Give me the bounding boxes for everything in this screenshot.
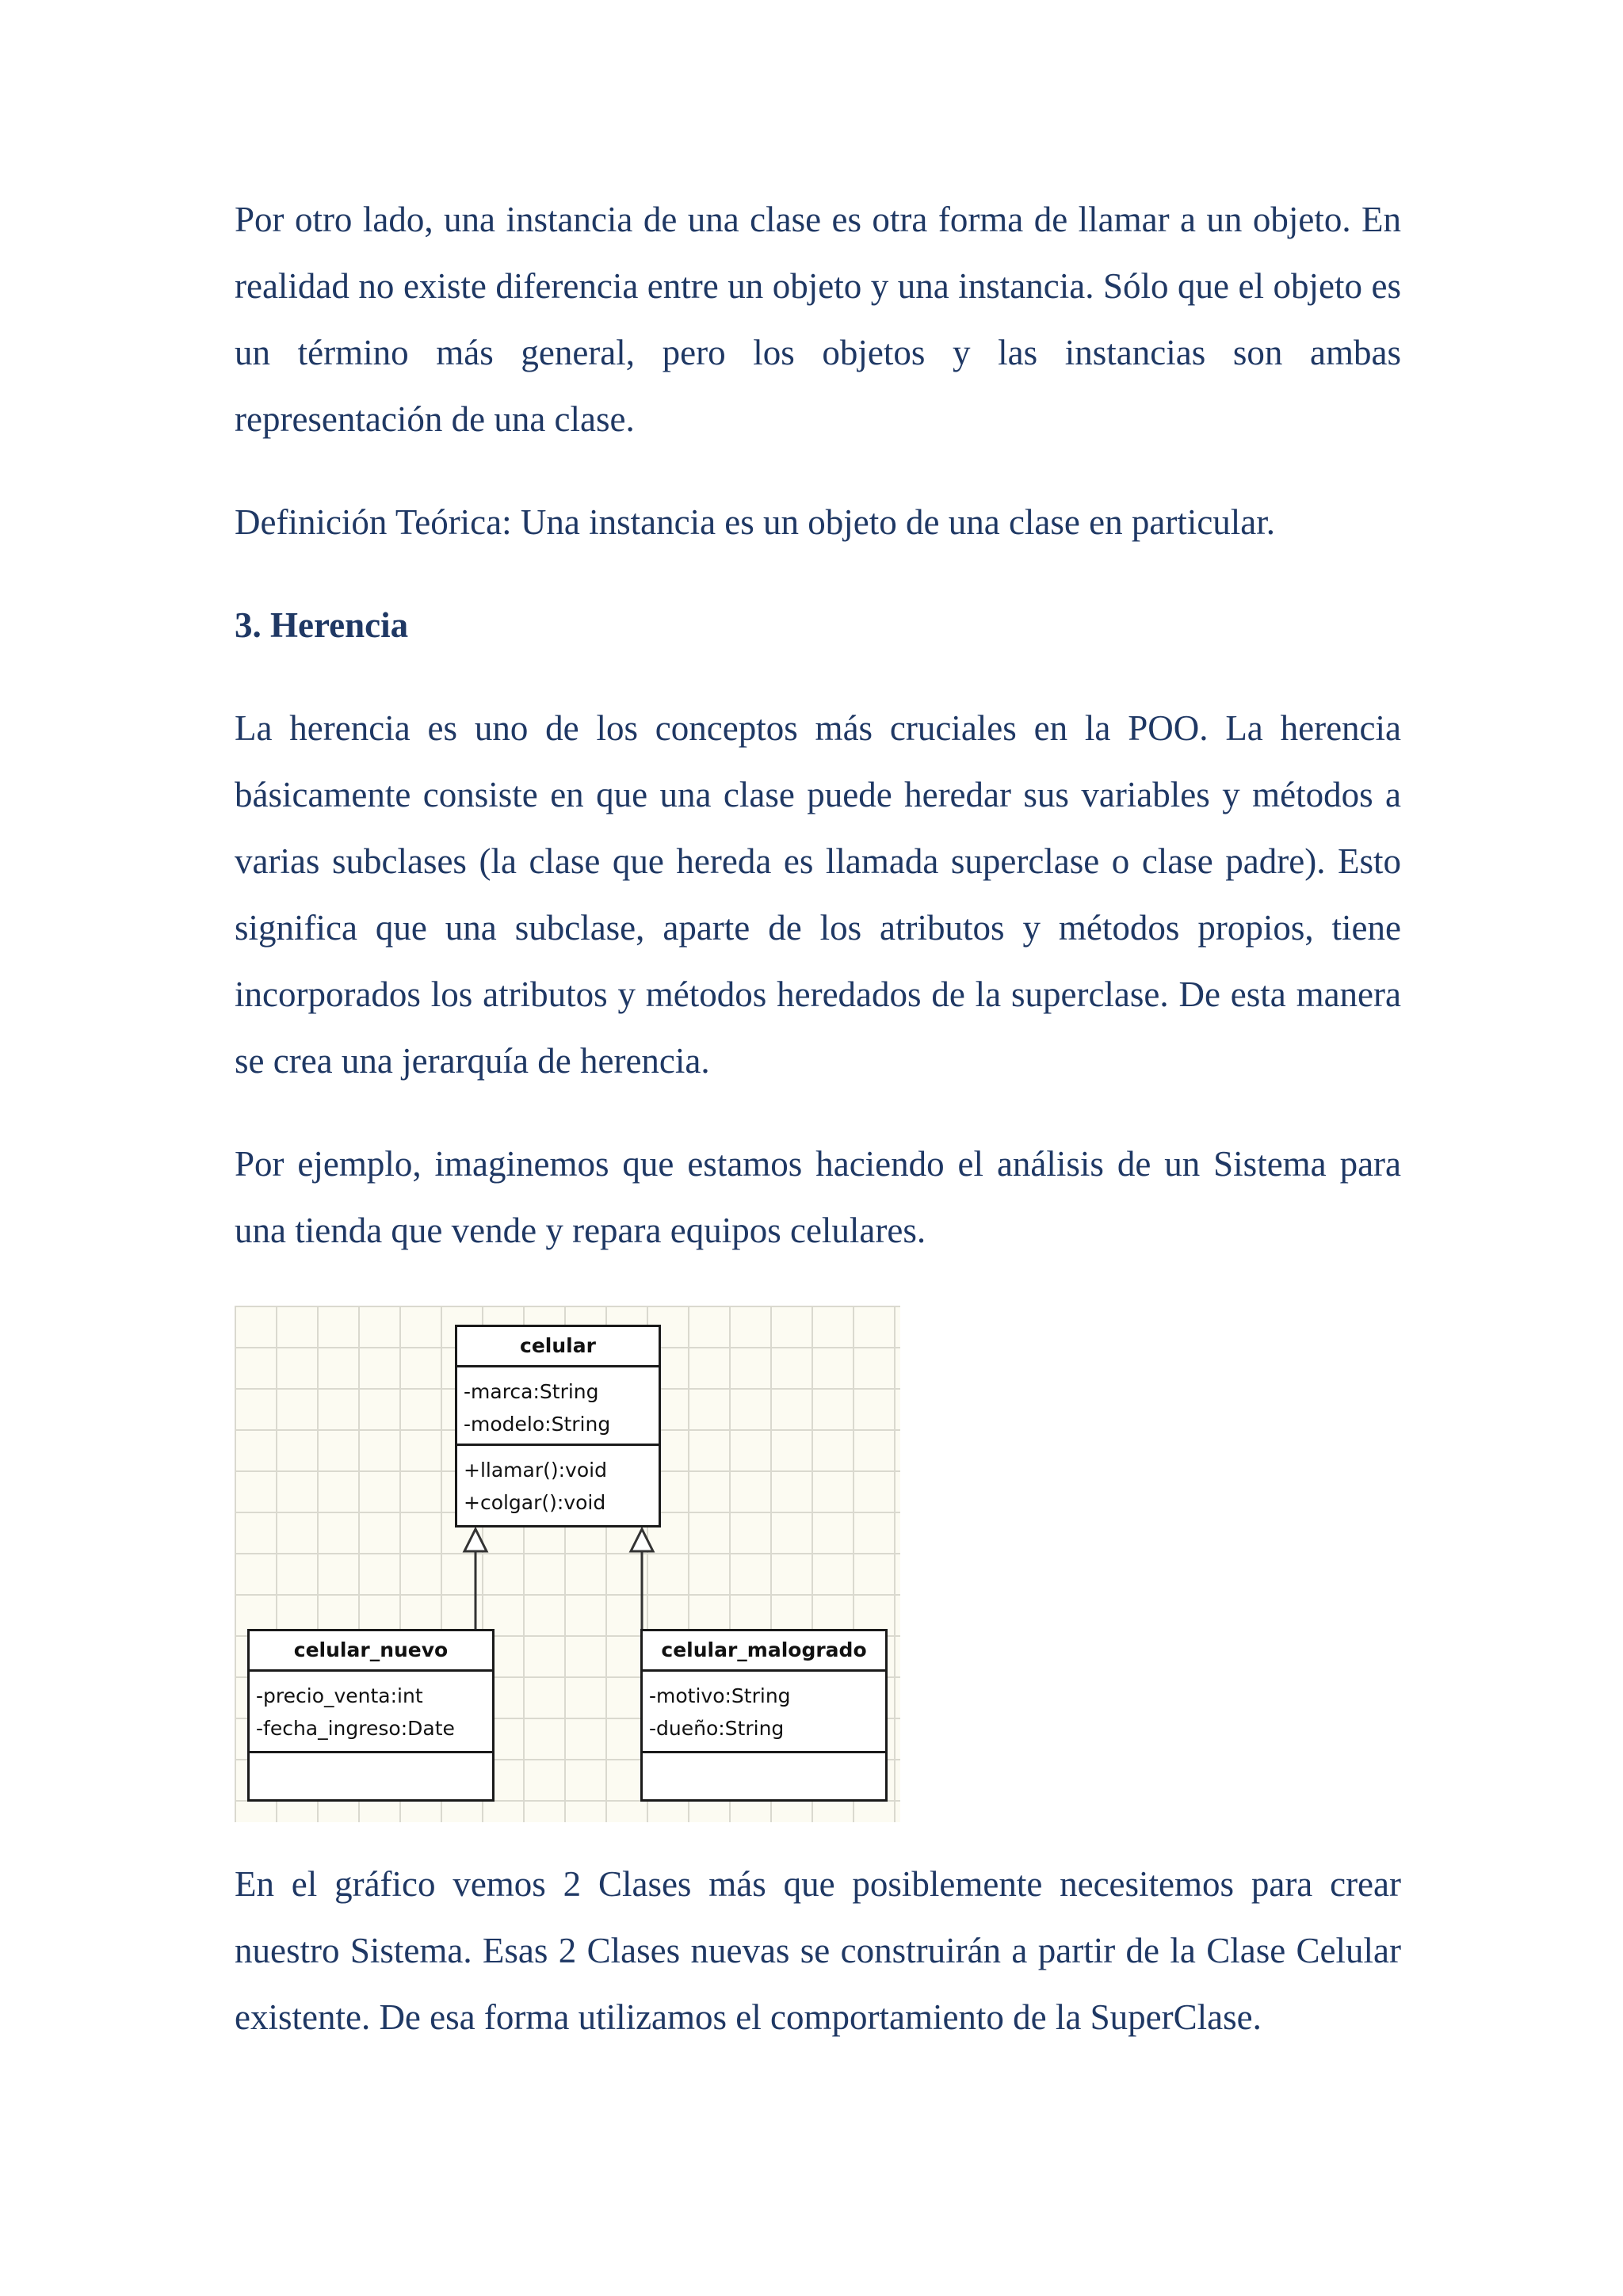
attribute: -marca:String	[464, 1380, 599, 1403]
attribute: -dueño:String	[649, 1717, 785, 1740]
class-name: celular_nuevo	[250, 1631, 492, 1672]
section-heading-herencia: 3. Herencia	[235, 605, 409, 645]
paragraph-grafico: En el gráfico vemos 2 Clases más que posiblemente necesitemos para crear nuestro Sistema. Esas 2 Clases nuevas se construirán a partir de la Clase Celular existente. De esa forma utilizamos el comportamiento de la SuperClase.	[235, 1864, 1401, 2037]
class-attributes	[250, 1672, 492, 1753]
attribute: -precio_venta:int	[256, 1684, 423, 1707]
paragraph-herencia: La herencia es uno de los conceptos más cruciales en la POO. La herencia básicamente consiste en que una clase puede heredar sus variables y métodos a varias subclases (la clase que hereda es llamada superclase o clase padre). Esto significa que una subclase, aparte de los atributos y métodos propios, tiene incorporados los atributos y métodos heredados de la superclase. De esta manera se crea una jerarquía de herencia.	[235, 708, 1401, 1081]
attribute: -fecha_ingreso:Date	[256, 1717, 455, 1740]
class-name: celular	[457, 1327, 659, 1367]
class-name: celular_malogrado	[643, 1631, 885, 1672]
attribute: -motivo:String	[649, 1684, 791, 1707]
class-operations	[457, 1446, 659, 1522]
class-operations	[250, 1753, 492, 1793]
class-attributes	[457, 1367, 659, 1446]
class-attributes	[643, 1672, 885, 1753]
operation: +colgar():void	[464, 1491, 606, 1514]
class-box-celular	[455, 1325, 661, 1527]
class-box-celular-nuevo	[247, 1629, 495, 1802]
paragraph-ejemplo: Por ejemplo, imaginemos que estamos haciendo el análisis de un Sistema para una tienda que vende y repara equipos celulares.	[235, 1144, 1401, 1250]
arrowhead-right	[631, 1529, 653, 1551]
paragraph-instancia: Por otro lado, una instancia de una clase es otra forma de llamar a un objeto. En realidad no existe diferencia entre un objeto y una instancia. Sólo que el objeto es un término más general, pero los objetos y las instancias son ambas representación de una clase.	[235, 200, 1401, 439]
arrowhead-left	[464, 1529, 487, 1551]
attribute: -modelo:String	[464, 1413, 611, 1436]
uml-class-diagram	[235, 1306, 900, 1822]
operation: +llamar():void	[464, 1459, 607, 1482]
document-body	[235, 186, 1401, 1264]
class-operations	[643, 1753, 885, 1793]
paragraph-definicion: Definición Teórica: Una instancia es un objeto de una clase en particular.	[235, 502, 1276, 542]
class-box-celular-malogrado	[640, 1629, 888, 1802]
